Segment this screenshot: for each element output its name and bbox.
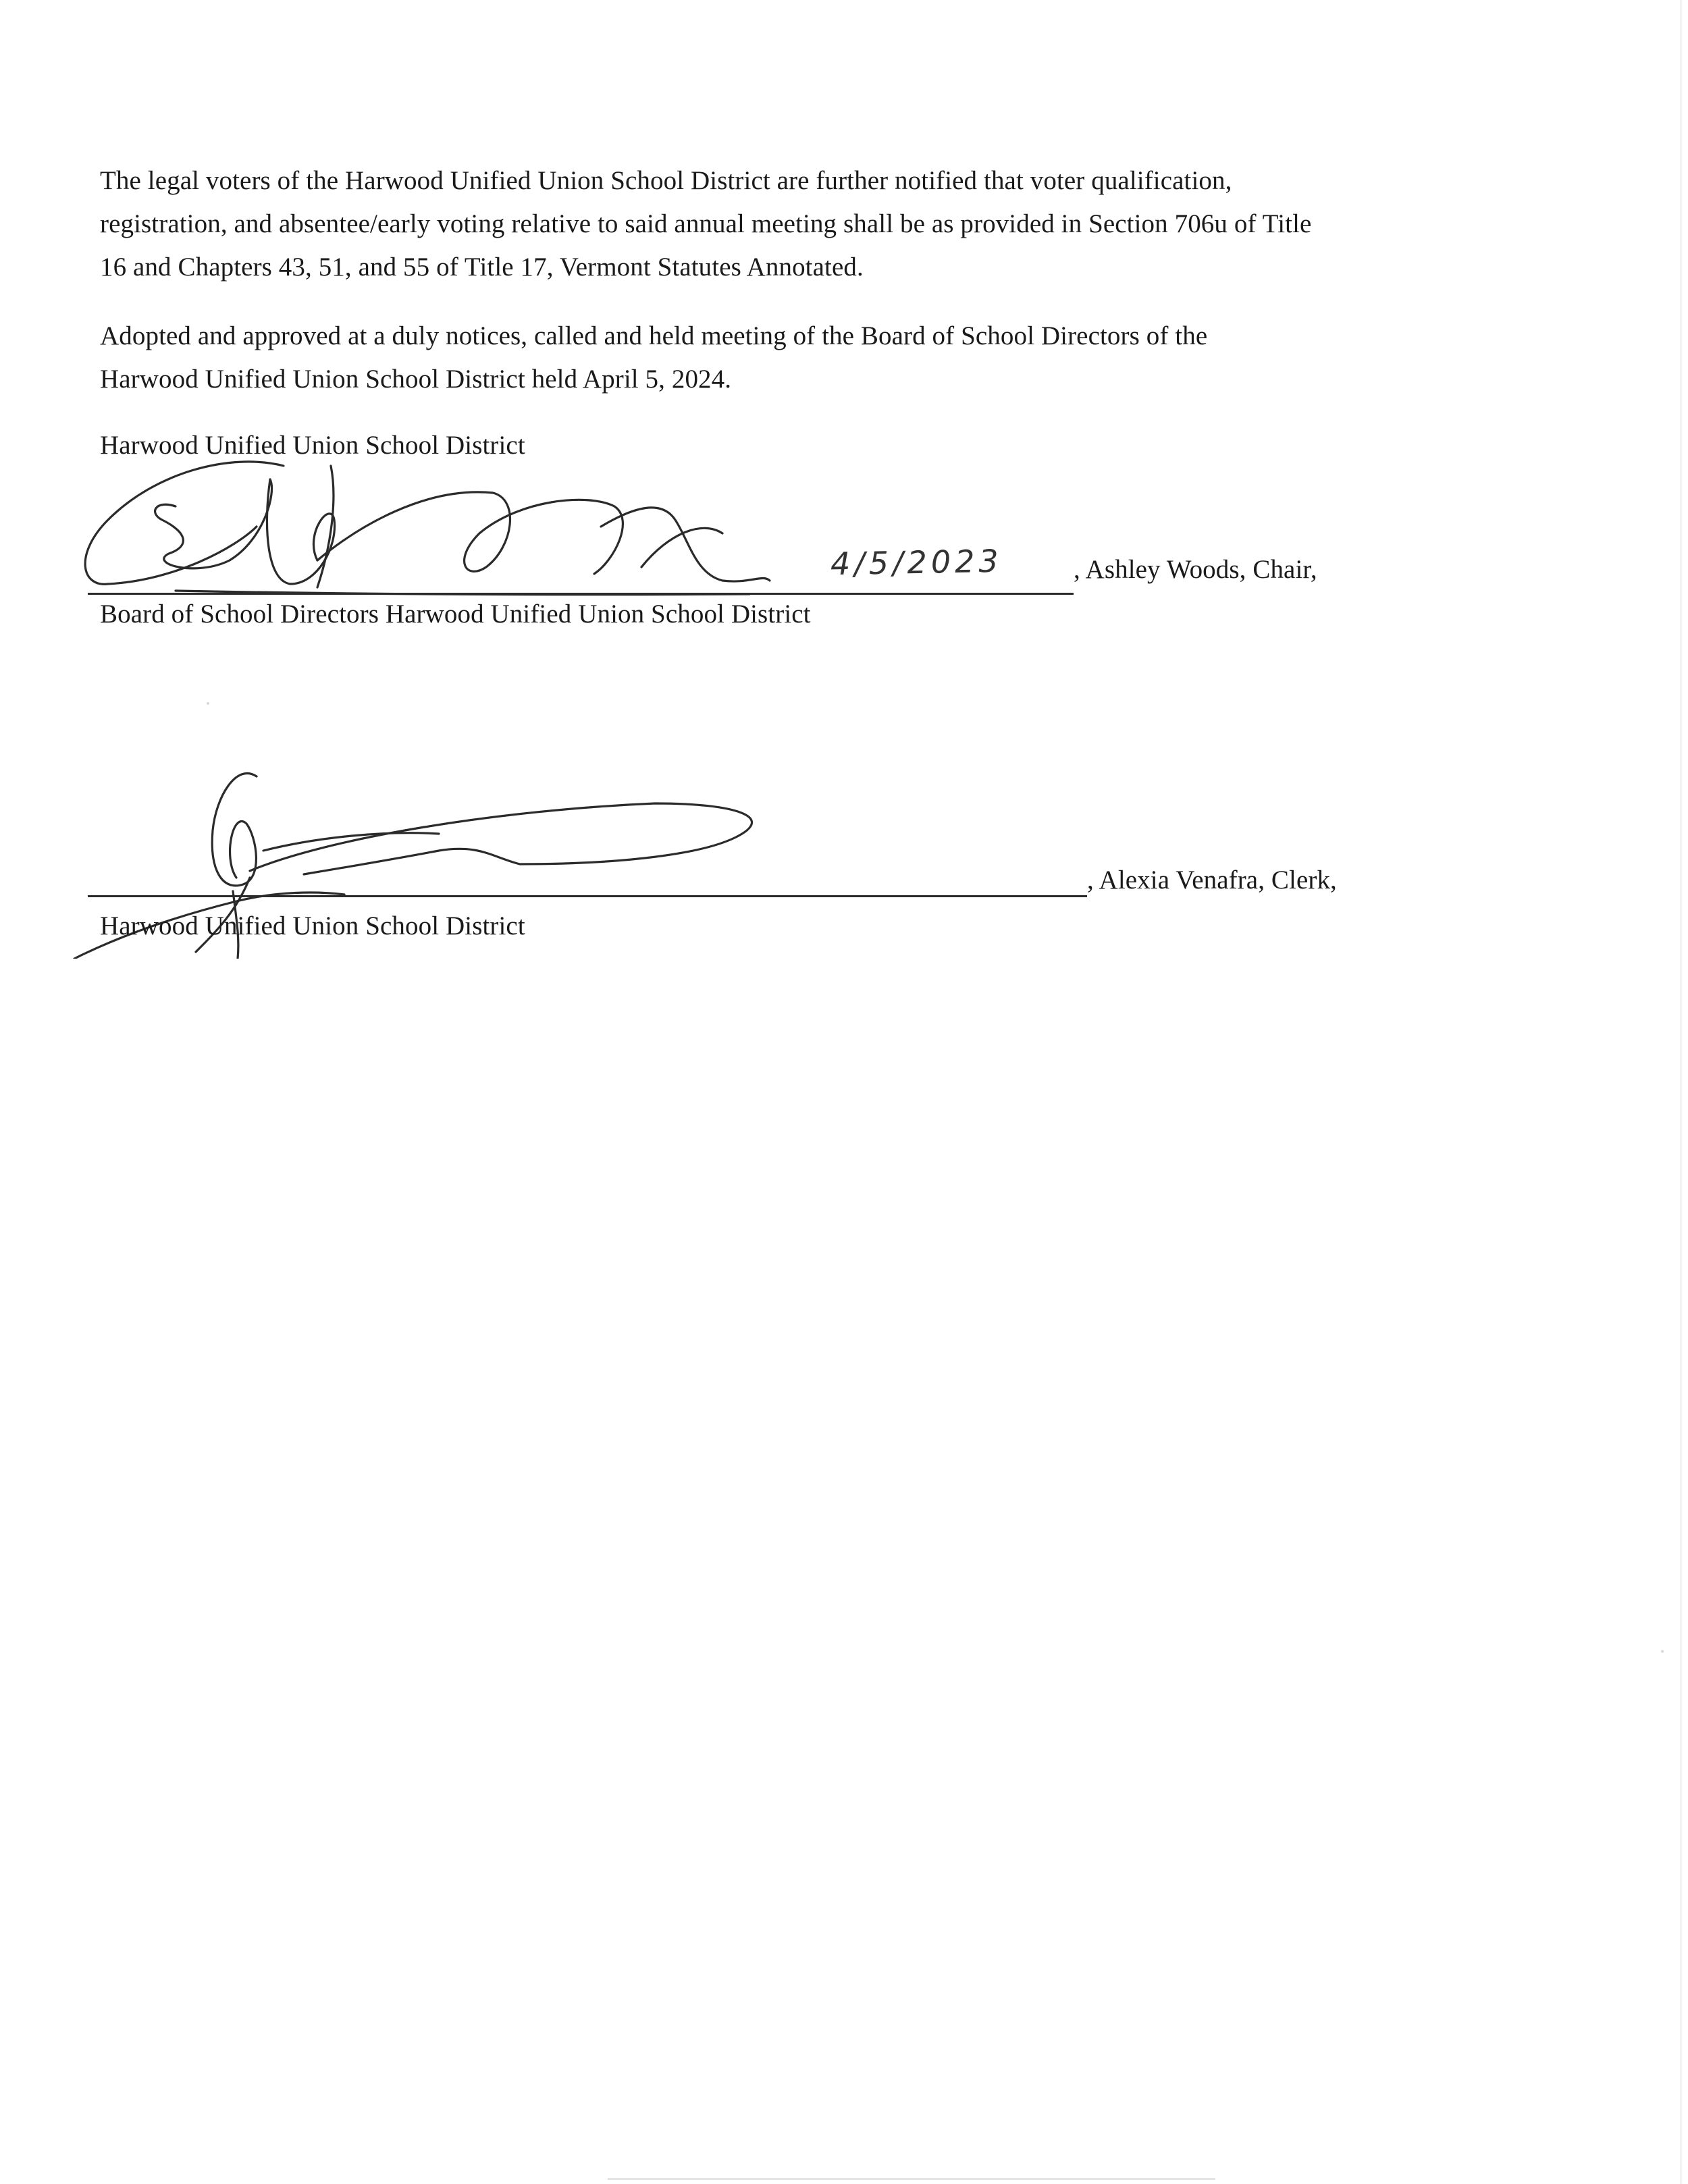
paragraph-line: 16 and Chapters 43, 51, and 55 of Title 17, Vermont Statutes Annotated. xyxy=(100,252,864,282)
paragraph-line: Adopted and approved at a duly notices, called and held meeting of the Board of School Directors of the xyxy=(100,321,1208,350)
paragraph-line: registration, and absentee/early voting relative to said annual meeting shall be as provided in Section 706u of Title xyxy=(100,209,1312,238)
scan-artifact xyxy=(1680,0,1682,2184)
handwritten-date: 4/5/2023 xyxy=(830,542,1003,583)
paragraph-line: The legal voters of the Harwood Unified Union School District are further notified that voter qualification, xyxy=(100,166,1232,195)
scan-artifact xyxy=(1661,1650,1664,1653)
scan-artifact xyxy=(608,2178,1215,2180)
clerk-title-line: Harwood Unified Union School District xyxy=(100,911,525,940)
clerk-signature-line xyxy=(88,895,1087,897)
chair-title-line: Board of School Directors Harwood Unified Union School District xyxy=(100,600,811,629)
scan-artifact xyxy=(207,702,209,705)
organization-name: Harwood Unified Union School District xyxy=(100,431,525,460)
adoption-paragraph xyxy=(100,315,1207,401)
voter-notice-paragraph xyxy=(100,159,1311,289)
paragraph-line: Harwood Unified Union School District held April 5, 2024. xyxy=(100,365,732,394)
chair-signer-name: , Ashley Woods, Chair, xyxy=(1074,555,1317,584)
clerk-signer-name: , Alexia Venafra, Clerk, xyxy=(1087,865,1337,895)
